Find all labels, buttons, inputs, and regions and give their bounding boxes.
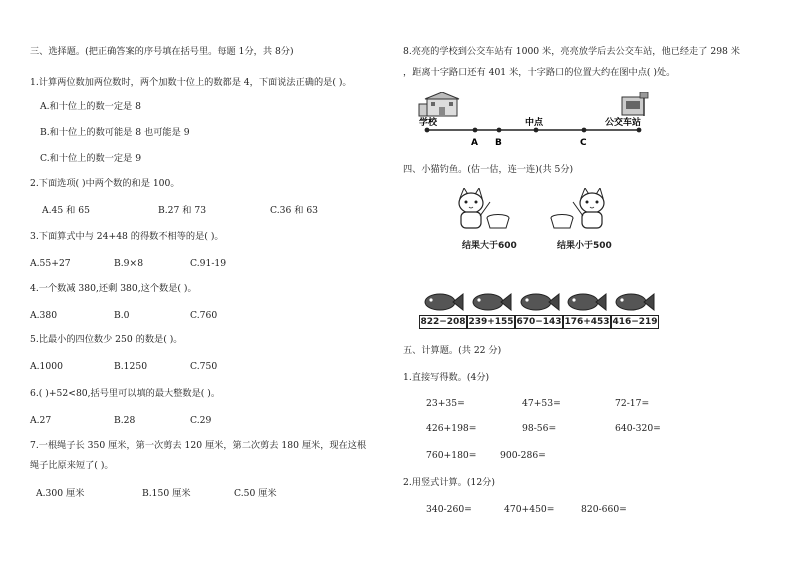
section-5-title: 五、计算题。(共 22 分) <box>403 345 502 356</box>
midpoint-label: 中点 <box>525 118 544 128</box>
direct-calc-1-1[interactable]: 23+35= <box>426 398 465 409</box>
fish-icon <box>568 294 606 310</box>
point-c <box>582 128 587 133</box>
school-building-icon <box>419 92 459 116</box>
school-label: 学校 <box>419 118 438 128</box>
point-bus <box>637 128 642 133</box>
section-4-title: 四、小猫钓鱼。(估一估，连一连)(共 5分) <box>403 164 574 175</box>
cat-icon <box>573 188 604 228</box>
question-2-stem: 2.下面选项( )中两个数的和是 100。 <box>30 178 180 189</box>
section-5-sub-1-title: 1.直接写得数。(4分) <box>403 372 490 383</box>
fish-expression-4[interactable]: 176+453 <box>564 317 610 327</box>
vertical-calc-2[interactable]: 470+450= <box>504 504 555 515</box>
fish-expression-5[interactable]: 416−219 <box>612 317 658 327</box>
fish-icon <box>473 294 511 310</box>
question-3-option-a[interactable]: A.55+27 <box>30 258 71 269</box>
question-7-option-a[interactable]: A.300 厘米 <box>36 488 85 499</box>
cat-2-illustration <box>549 188 609 236</box>
question-1-option-b[interactable]: B.和十位上的数可能是 8 也可能是 9 <box>40 127 190 138</box>
direct-calc-1-2[interactable]: 47+53= <box>522 398 561 409</box>
fish-basket-icon <box>487 215 509 229</box>
fish-basket-icon <box>551 215 573 229</box>
point-c-label: C <box>580 138 587 148</box>
question-7-stem-line-2: 绳子比原来短了( )。 <box>30 460 114 471</box>
question-4-stem: 4.一个数减 380,还剩 380,这个数是( )。 <box>30 283 197 294</box>
question-5-stem: 5.比最小的四位数少 250 的数是( )。 <box>30 334 183 345</box>
direct-calc-1-3[interactable]: 72-17= <box>615 398 650 409</box>
bus-stop-label: 公交车站 <box>605 118 642 128</box>
question-1-option-c[interactable]: C.和十位上的数一定是 9 <box>40 153 142 164</box>
question-8-line-1: 8.亮亮的学校到公交车站有 1000 米，亮亮放学后去公交车站，他已经走了 298 米 <box>403 46 740 57</box>
vertical-calc-3[interactable]: 820-660= <box>581 504 627 515</box>
fish-row <box>421 291 711 313</box>
direct-calc-2-2[interactable]: 98-56= <box>522 423 557 434</box>
question-4-option-b[interactable]: B.0 <box>114 310 130 321</box>
section-5-sub-2-title: 2.用竖式计算。(12分) <box>403 477 495 488</box>
question-7-option-b[interactable]: B.150 厘米 <box>142 488 191 499</box>
question-5-option-c[interactable]: C.750 <box>190 361 218 372</box>
point-a-label: A <box>471 138 478 148</box>
question-6-option-a[interactable]: A.27 <box>30 415 52 426</box>
direct-calc-2-1[interactable]: 426+198= <box>426 423 477 434</box>
question-3-stem: 3.下面算式中与 24+48 的得数不相等的是( )。 <box>30 231 224 242</box>
bus-stop-icon <box>622 92 648 116</box>
point-school <box>425 128 430 133</box>
point-mid <box>534 128 539 133</box>
question-4-option-a[interactable]: A.380 <box>30 310 58 321</box>
question-2-option-c[interactable]: C.36 和 63 <box>270 205 319 216</box>
question-3-option-c[interactable]: C.91-19 <box>190 258 227 269</box>
question-5-option-b[interactable]: B.1250 <box>114 361 148 372</box>
question-2-option-b[interactable]: B.27 和 73 <box>158 205 207 216</box>
right-column <box>397 0 794 561</box>
fish-icon <box>616 294 654 310</box>
fish-icon <box>521 294 559 310</box>
question-2-option-a[interactable]: A.45 和 65 <box>42 205 90 216</box>
question-8-line-2: ，距离十字路口还有 401 米，十字路口的位置大约在图中点( )处。 <box>403 67 676 78</box>
cat-2-caption[interactable]: 结果小于500 <box>557 241 612 251</box>
cat-icon <box>459 188 490 228</box>
fish-expression-3[interactable]: 670−143 <box>516 317 562 327</box>
fish-icon <box>425 294 463 310</box>
cat-1-caption[interactable]: 结果大于600 <box>462 241 517 251</box>
number-line-figure <box>417 92 697 150</box>
vertical-calc-1[interactable]: 340-260= <box>426 504 472 515</box>
fish-expression-2[interactable]: 239+155 <box>468 317 514 327</box>
cat-1-illustration <box>452 188 512 236</box>
question-1-stem: 1.计算两位数加两位数时，两个加数十位上的数都是 4，下面说法正确的是( )。 <box>30 77 352 88</box>
question-4-option-c[interactable]: C.760 <box>190 310 218 321</box>
direct-calc-3-2[interactable]: 900-286= <box>500 450 546 461</box>
question-6-option-b[interactable]: B.28 <box>114 415 136 426</box>
question-7-option-c[interactable]: C.50 厘米 <box>234 488 277 499</box>
question-3-option-b[interactable]: B.9×8 <box>114 258 144 269</box>
question-6-option-c[interactable]: C.29 <box>190 415 212 426</box>
fish-expression-1[interactable]: 822−208 <box>420 317 466 327</box>
section-3-title: 三、选择题。(把正确答案的序号填在括号里。每题 1分，共 8分) <box>30 46 294 57</box>
point-a <box>473 128 478 133</box>
question-6-stem: 6.( )+52<80,括号里可以填的最大整数是( )。 <box>30 388 221 399</box>
question-7-stem-line-1: 7.一根绳子长 350 厘米，第一次剪去 120 厘米，第二次剪去 180 厘米，现在这根 <box>30 440 367 451</box>
direct-calc-2-3[interactable]: 640-320= <box>615 423 661 434</box>
question-1-option-a[interactable]: A.和十位上的数一定是 8 <box>40 101 142 112</box>
question-5-option-a[interactable]: A.1000 <box>30 361 63 372</box>
direct-calc-3-1[interactable]: 760+180= <box>426 450 477 461</box>
point-b-label: B <box>495 138 502 148</box>
point-b <box>497 128 502 133</box>
